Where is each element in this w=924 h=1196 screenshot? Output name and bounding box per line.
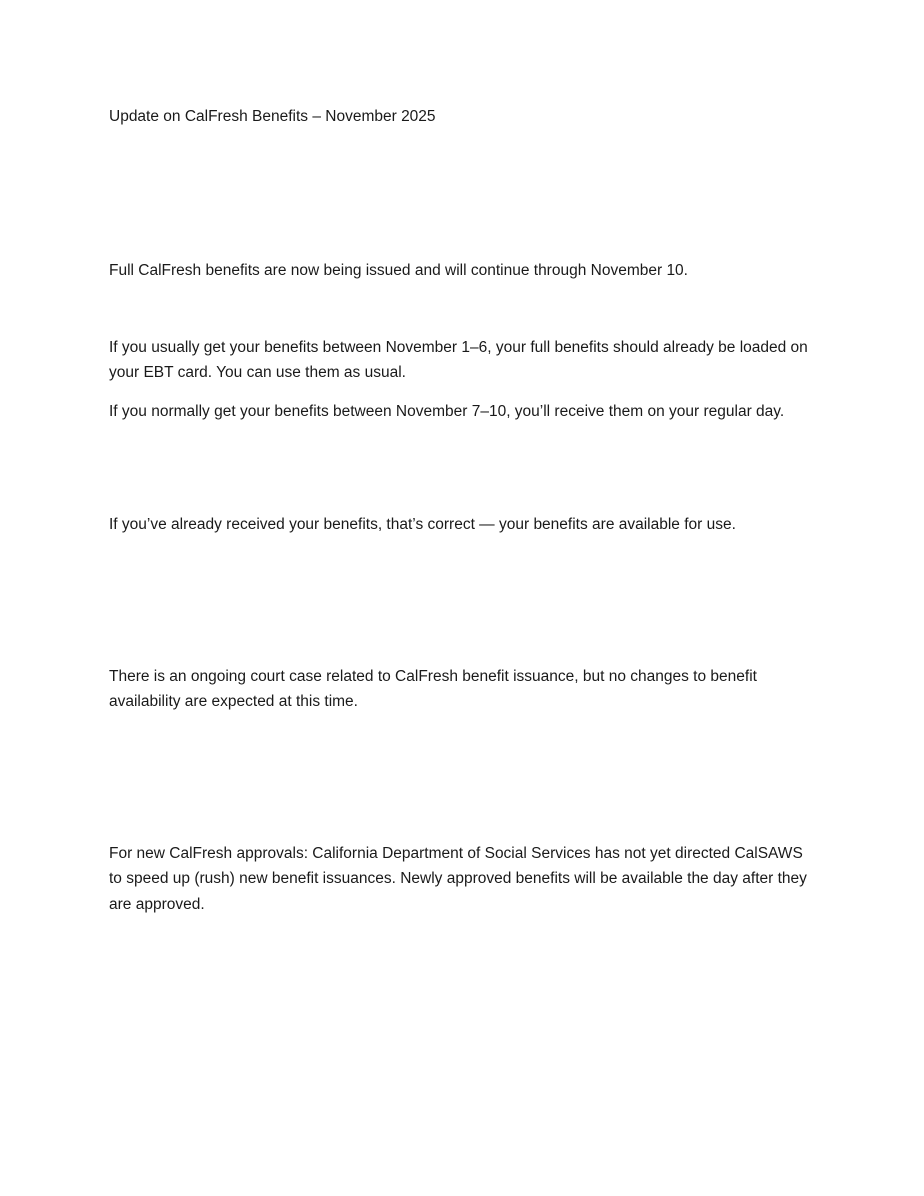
paragraph-nov-1-6: If you usually get your benefits between November 1–6, your full benefits should already be loaded on your EBT card. You can use them as usual. (109, 338, 808, 381)
paragraph-court-case: There is an ongoing court case related to CalFresh benefit issuance, but no changes to benefit availability are expected at this time. (109, 667, 757, 710)
paragraph-benefits-issued: Full CalFresh benefits are now being issued and will continue through November 10. (109, 262, 688, 279)
document-title: Update on CalFresh Benefits – November 2025 (109, 108, 436, 125)
paragraph-already-received: If you’ve already received your benefits, that’s correct — your benefits are available for use. (109, 516, 736, 533)
paragraph-nov-7-10: If you normally get your benefits between November 7–10, you’ll receive them on your regular day. (109, 402, 785, 420)
paragraph-new-approvals: For new CalFresh approvals: California Department of Social Services has not yet directed CalSAWS to speed up (rush) new benefit issuances. Newly approved benefits will be available the day after they are approved. (109, 844, 807, 913)
